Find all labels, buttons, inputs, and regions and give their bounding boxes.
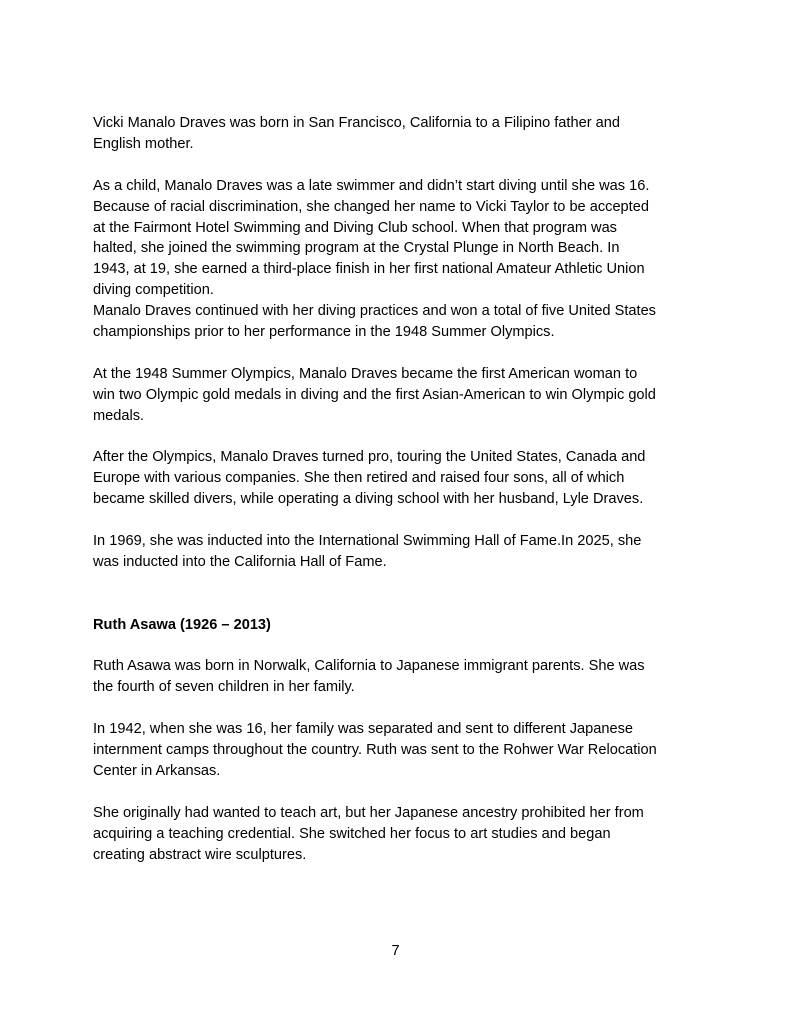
text-line: at the Fairmont Hotel Swimming and Diving Club school. When that program was [93,219,617,236]
paragraph [93,176,713,301]
text-line: win two Olympic gold medals in diving and the first Asian-American to win Olympic gold [93,386,656,403]
paragraph-spacer [93,636,713,657]
text-line: internment camps throughout the country. Ruth was sent to the Rohwer War Relocation [93,742,657,759]
paragraph-spacer [93,698,713,719]
text-line: After the Olympics, Manalo Draves turned pro, touring the United States, Canada and [93,449,646,466]
text-line: the fourth of seven children in her family. [93,679,355,696]
page-content [93,113,713,866]
text-line: was inducted into the California Hall of Fame. [93,553,387,570]
paragraph [93,301,713,343]
text-line: She originally had wanted to teach art, but her Japanese ancestry prohibited her from [93,804,644,821]
paragraph-spacer [93,782,713,803]
text-line: acquiring a teaching credential. She switched her focus to art studies and began [93,825,611,842]
page-number: 7 [391,943,400,959]
text-line: Ruth Asawa was born in Norwalk, California to Japanese immigrant parents. She was [93,658,645,675]
paragraph [93,656,713,698]
text-line: Europe with various companies. She then retired and raised four sons, all of which [93,470,625,487]
text-line: In 1942, when she was 16, her family was separated and sent to different Japanese [93,721,634,738]
text-line: Vicki Manalo Draves was born in San Francisco, California to a Filipino father and [93,115,620,131]
paragraph [93,447,713,510]
text-line: Manalo Draves continued with her diving practices and won a total of five United States [93,303,656,320]
text-line: 1943, at 19, she earned a third-place finish in her first national Amateur Athletic Union [93,261,645,278]
paragraph-spacer [93,427,713,448]
text-line: Center in Arkansas. [93,762,221,779]
text-line: championships prior to her performance in the 1948 Summer Olympics. [93,324,555,341]
section-spacer [93,573,713,615]
section-heading-text: Ruth Asawa (1926 – 2013) [93,616,271,633]
text-line: At the 1948 Summer Olympics, Manalo Draves became the first American woman to [93,365,638,382]
paragraph [93,113,713,155]
text-line: halted, she joined the swimming program at the Crystal Plunge in North Beach. In [93,240,620,257]
text-line: Because of racial discrimination, she changed her name to Vicki Taylor to be accepted [93,198,649,215]
section-heading [93,615,713,636]
paragraph [93,719,713,782]
text-line: became skilled divers, while operating a diving school with her husband, Lyle Draves. [93,491,644,508]
paragraph-spacer [93,343,713,364]
text-line: medals. [93,407,145,424]
text-line: In 1969, she was inducted into the International Swimming Hall of Fame.In 2025, she [93,533,642,550]
text-line: English mother. [93,135,194,152]
paragraph-spacer [93,155,713,176]
text-line: diving competition. [93,282,214,299]
text-line: As a child, Manalo Draves was a late swimmer and didn’t start diving until she was 16. [93,177,650,194]
paragraph [93,364,713,427]
paragraph [93,531,713,573]
paragraph [93,803,713,866]
paragraph-spacer [93,510,713,531]
text-line: creating abstract wire sculptures. [93,846,307,863]
